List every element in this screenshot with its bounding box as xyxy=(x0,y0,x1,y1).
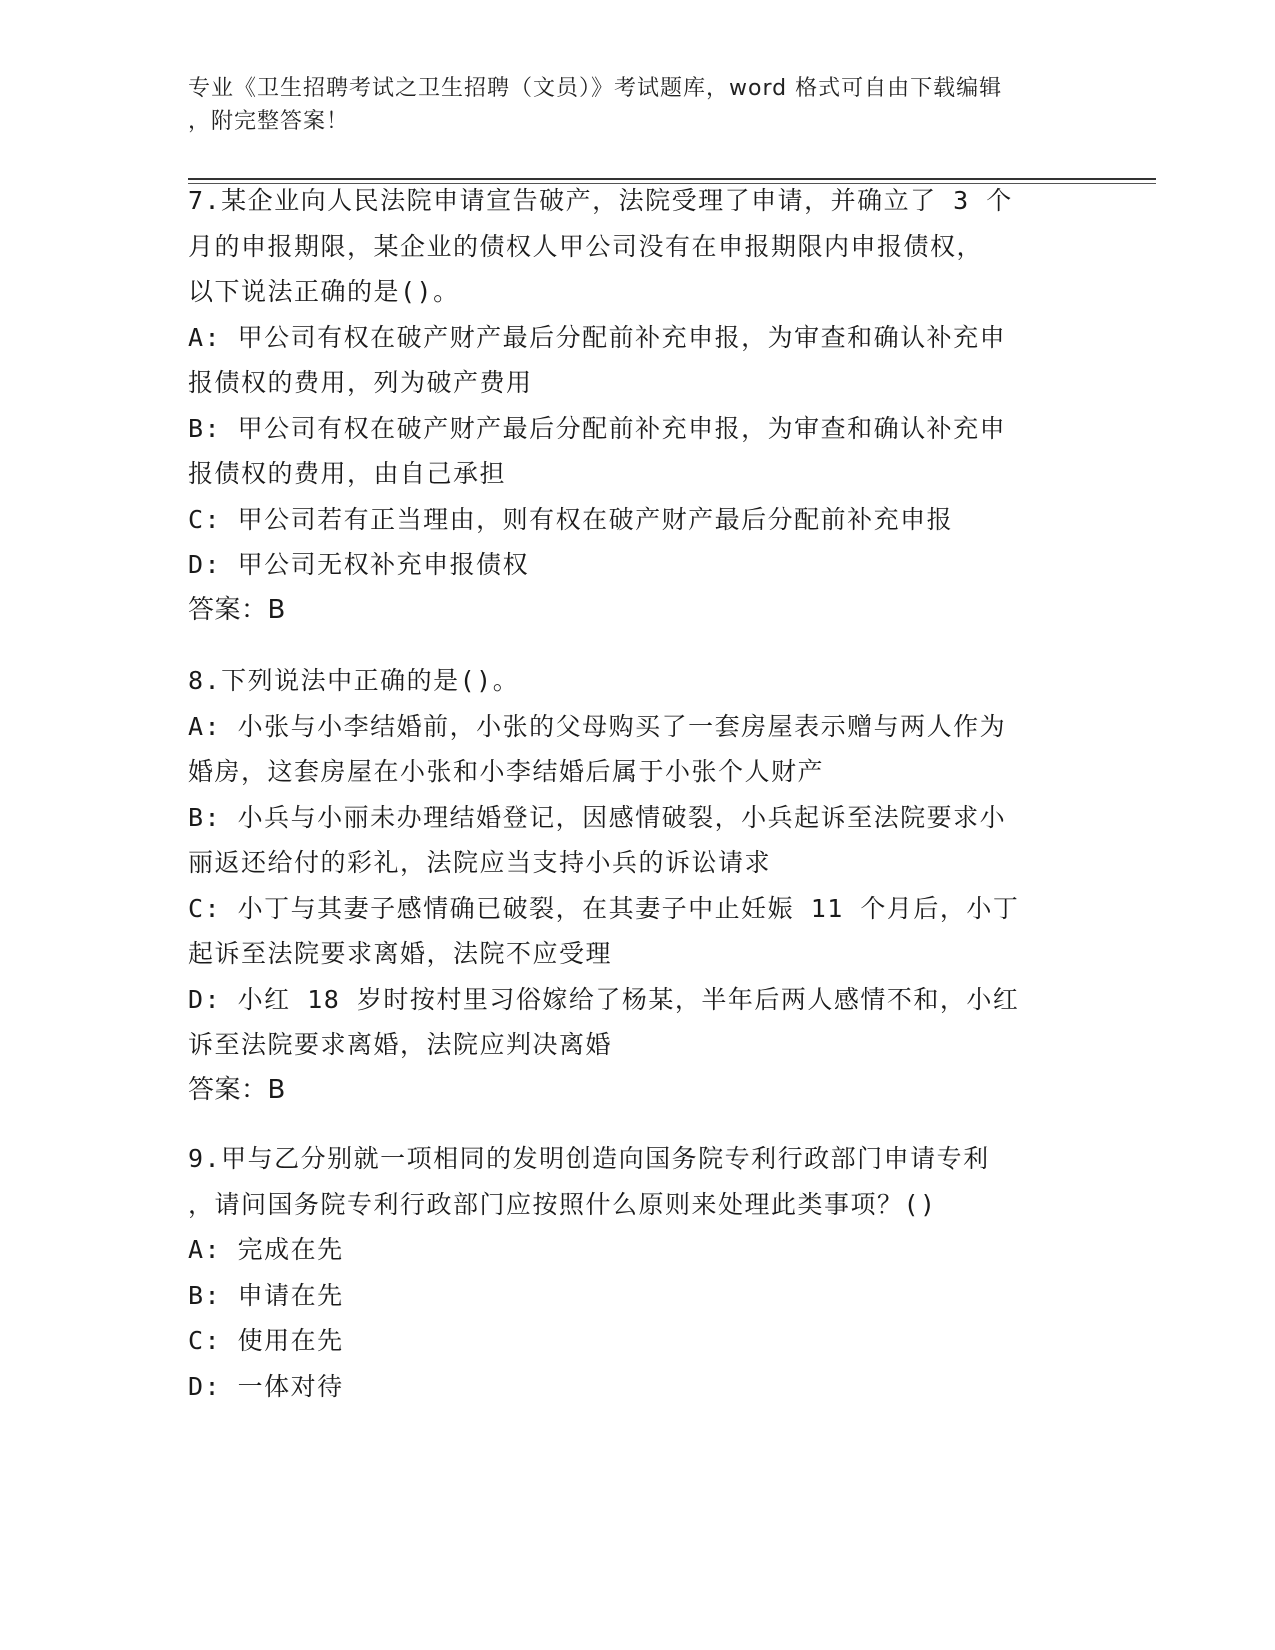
option-line: C: 小丁与其妻子感情确已破裂，在其妻子中止妊娠 11 个月后，小丁 xyxy=(188,893,1020,923)
option-line: 报债权的费用，列为破产费用 xyxy=(188,368,533,397)
document-header xyxy=(188,72,1088,138)
option-line: 婚房，这套房屋在小张和小李结婚后属于小张个人财产 xyxy=(188,757,825,786)
option-line: 报债权的费用，由自己承担 xyxy=(188,459,507,488)
question-7 xyxy=(188,178,1078,633)
option-line: C: 使用在先 xyxy=(188,1326,344,1355)
option-line: 诉至法院要求离婚，法院应判决离婚 xyxy=(188,1030,613,1059)
header-line: 专业《卫生招聘考试之卫生招聘（文员）》考试题库，word 格式可自由下载编辑 xyxy=(188,76,1003,101)
option-line: 起诉至法院要求离婚，法院不应受理 xyxy=(188,939,613,968)
option-line: B: 申请在先 xyxy=(188,1280,344,1310)
question-stem-line: 8.下列说法中正确的是()。 xyxy=(188,666,520,695)
question-stem-line: 以下说法正确的是()。 xyxy=(188,277,460,306)
option-line: A: 小张与小李结婚前，小张的父母购买了一套房屋表示赠与两人作为 xyxy=(188,711,1007,741)
question-9 xyxy=(188,1136,1078,1409)
question-stem-line: 7.某企业向人民法院申请宣告破产，法院受理了申请，并确立了 3 个 xyxy=(188,186,1013,215)
answer-line: 答案：B xyxy=(188,1074,286,1105)
header-line: ，附完整答案！ xyxy=(188,109,350,134)
option-line: A: 完成在先 xyxy=(188,1235,344,1264)
option-line: D: 小红 18 岁时按村里习俗嫁给了杨某，半年后两人感情不和，小红 xyxy=(188,984,1020,1014)
option-line: B: 小兵与小丽未办理结婚登记，因感情破裂，小兵起诉至法院要求小 xyxy=(188,802,1007,832)
question-8 xyxy=(188,658,1078,1113)
option-line: 丽返还给付的彩礼，法院应当支持小兵的诉讼请求 xyxy=(188,848,772,877)
answer-line: 答案：B xyxy=(188,594,286,625)
option-line: C: 甲公司若有正当理由，则有权在破产财产最后分配前补充申报 xyxy=(188,504,954,534)
option-line: A: 甲公司有权在破产财产最后分配前补充申报，为审查和确认补充申 xyxy=(188,322,1007,352)
question-stem-line: ，请问国务院专利行政部门应按照什么原则来处理此类事项？() xyxy=(188,1189,937,1219)
option-line: D: 甲公司无权补充申报债权 xyxy=(188,550,530,579)
question-stem-line: 9.甲与乙分别就一项相同的发明创造向国务院专利行政部门申请专利 xyxy=(188,1144,990,1173)
question-stem-line: 月的申报期限，某企业的债权人甲公司没有在申报期限内申报债权， xyxy=(188,231,984,261)
option-line: D: 一体对待 xyxy=(188,1371,344,1401)
option-line: B: 甲公司有权在破产财产最后分配前补充申报，为审查和确认补充申 xyxy=(188,413,1007,443)
